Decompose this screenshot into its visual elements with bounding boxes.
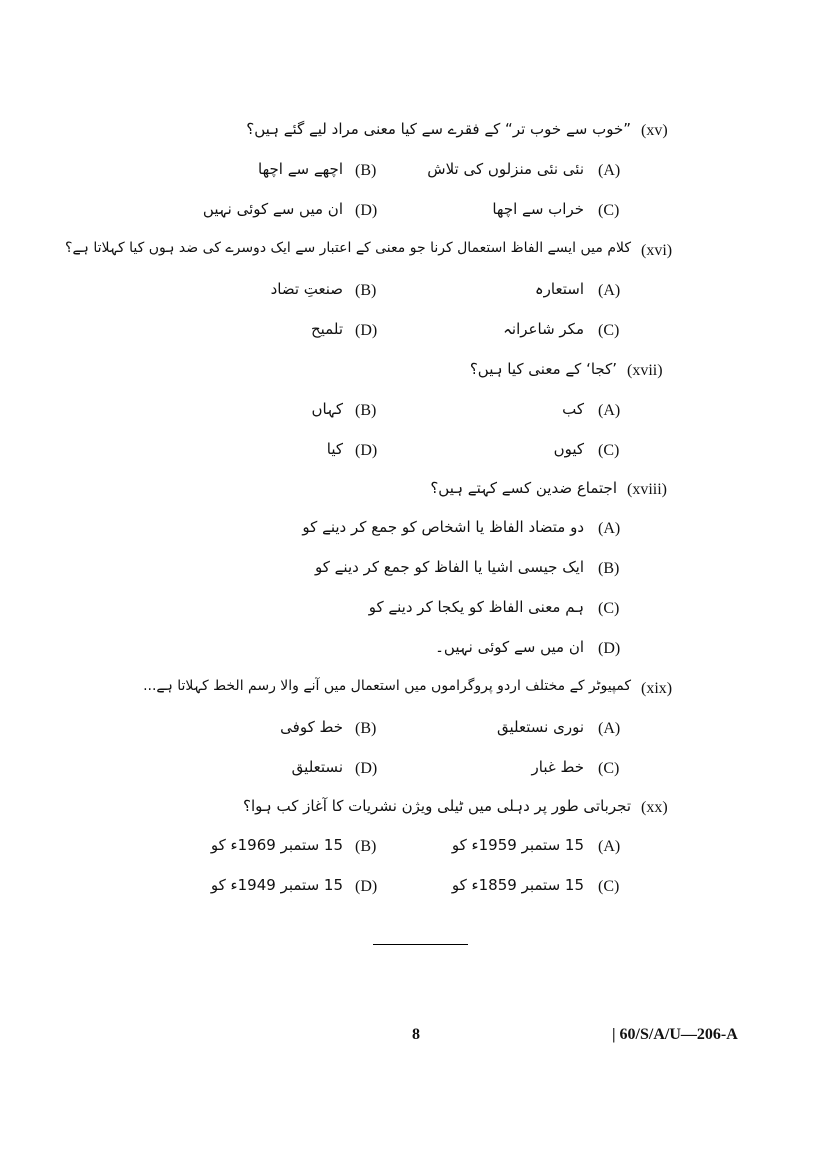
option-text: کیوں — [553, 440, 584, 458]
option-label: (C) — [598, 600, 620, 617]
option-text: 15 ستمبر 1969ء کو — [210, 836, 343, 854]
option-label: (D) — [355, 760, 378, 777]
option-text: 15 ستمبر 1859ء کو — [451, 876, 584, 894]
option-label: (B) — [355, 282, 377, 299]
option-text: ان میں سے کوئی نہیں — [202, 200, 343, 218]
option-label: (C) — [598, 442, 620, 459]
option-label: (B) — [355, 720, 377, 737]
option-label: (A) — [598, 720, 621, 737]
option-text: تلمیح — [310, 320, 343, 338]
option-label: (D) — [598, 640, 621, 657]
option-text: ہم معنی الفاظ کو یکجا کر دینے کو — [368, 598, 584, 616]
option-label: (D) — [355, 878, 378, 895]
option-label: (C) — [598, 878, 620, 895]
option-label: (A) — [598, 838, 621, 855]
option-label: (C) — [598, 202, 620, 219]
option-label: (A) — [598, 402, 621, 419]
option-label: (A) — [598, 162, 621, 179]
question-number: (xviii) — [627, 481, 667, 498]
option-text: ایک جیسی اشیا یا الفاظ کو جمع کر دینے کو — [314, 558, 584, 576]
option-text: نستعلیق — [291, 758, 343, 776]
option-text: کب — [562, 400, 584, 418]
question-text: تجرباتی طور پر دہلی میں ٹیلی ویژن نشریات کا آغاز کب ہوا؟ — [243, 797, 631, 815]
question-text: اجتماع ضدین کسے کہتے ہیں؟ — [430, 479, 617, 497]
option-text: دو متضاد الفاظ یا اشخاص کو جمع کر دینے کو — [302, 518, 584, 536]
question-number: (xv) — [641, 122, 668, 139]
page-number: 8 — [412, 1026, 420, 1043]
option-label: (B) — [355, 162, 377, 179]
section-divider — [373, 944, 468, 945]
question-number: (xvii) — [627, 362, 663, 379]
question-number: (xix) — [641, 680, 673, 697]
option-text: نئی نئی منزلوں کی تلاش — [427, 160, 584, 178]
question-text: کمپیوٹر کے مختلف اردو پروگراموں میں استعمال میں آنے والا رسم الخط کہلاتا ہے... — [143, 678, 631, 694]
option-text: خط کوفی — [280, 718, 343, 736]
option-text: نوری نستعلیق — [497, 718, 584, 736]
question-text: کلام میں ایسے الفاظ استعمال کرنا جو معنی کے اعتبار سے ایک دوسرے کی ضد ہوں کیا کہلاتا ہے؟ — [65, 240, 631, 256]
option-label: (D) — [355, 322, 378, 339]
option-text: کہاں — [311, 400, 343, 418]
option-text: ان میں سے کوئی نہیں۔ — [435, 638, 584, 656]
option-text: خط غبار — [531, 758, 584, 776]
option-label: (B) — [598, 560, 620, 577]
paper-code: | 60/S/A/U—206-A — [612, 1026, 738, 1043]
option-label: (A) — [598, 282, 621, 299]
option-text: مکر شاعرانہ — [503, 320, 584, 338]
question-number: (xvi) — [641, 242, 673, 259]
option-label: (B) — [355, 402, 377, 419]
question-text: ’کجا‘ کے معنی کیا ہیں؟ — [469, 360, 617, 378]
option-label: (D) — [355, 202, 378, 219]
option-text: استعارہ — [534, 280, 584, 298]
option-text: صنعتِ تضاد — [270, 280, 343, 298]
option-text: اچھے سے اچھا — [258, 160, 343, 178]
option-label: (C) — [598, 760, 620, 777]
question-text: ”خوب سے خوب تر“ کے فقرے سے کیا معنی مراد لیے گئے ہیں؟ — [246, 120, 631, 138]
option-text: خراب سے اچھا — [492, 200, 584, 218]
option-label: (A) — [598, 520, 621, 537]
option-text: کیا — [326, 440, 343, 458]
option-text: 15 ستمبر 1949ء کو — [210, 876, 343, 894]
option-text: 15 ستمبر 1959ء کو — [451, 836, 584, 854]
option-label: (B) — [355, 838, 377, 855]
option-label: (D) — [355, 442, 378, 459]
option-label: (C) — [598, 322, 620, 339]
question-number: (xx) — [641, 799, 668, 816]
